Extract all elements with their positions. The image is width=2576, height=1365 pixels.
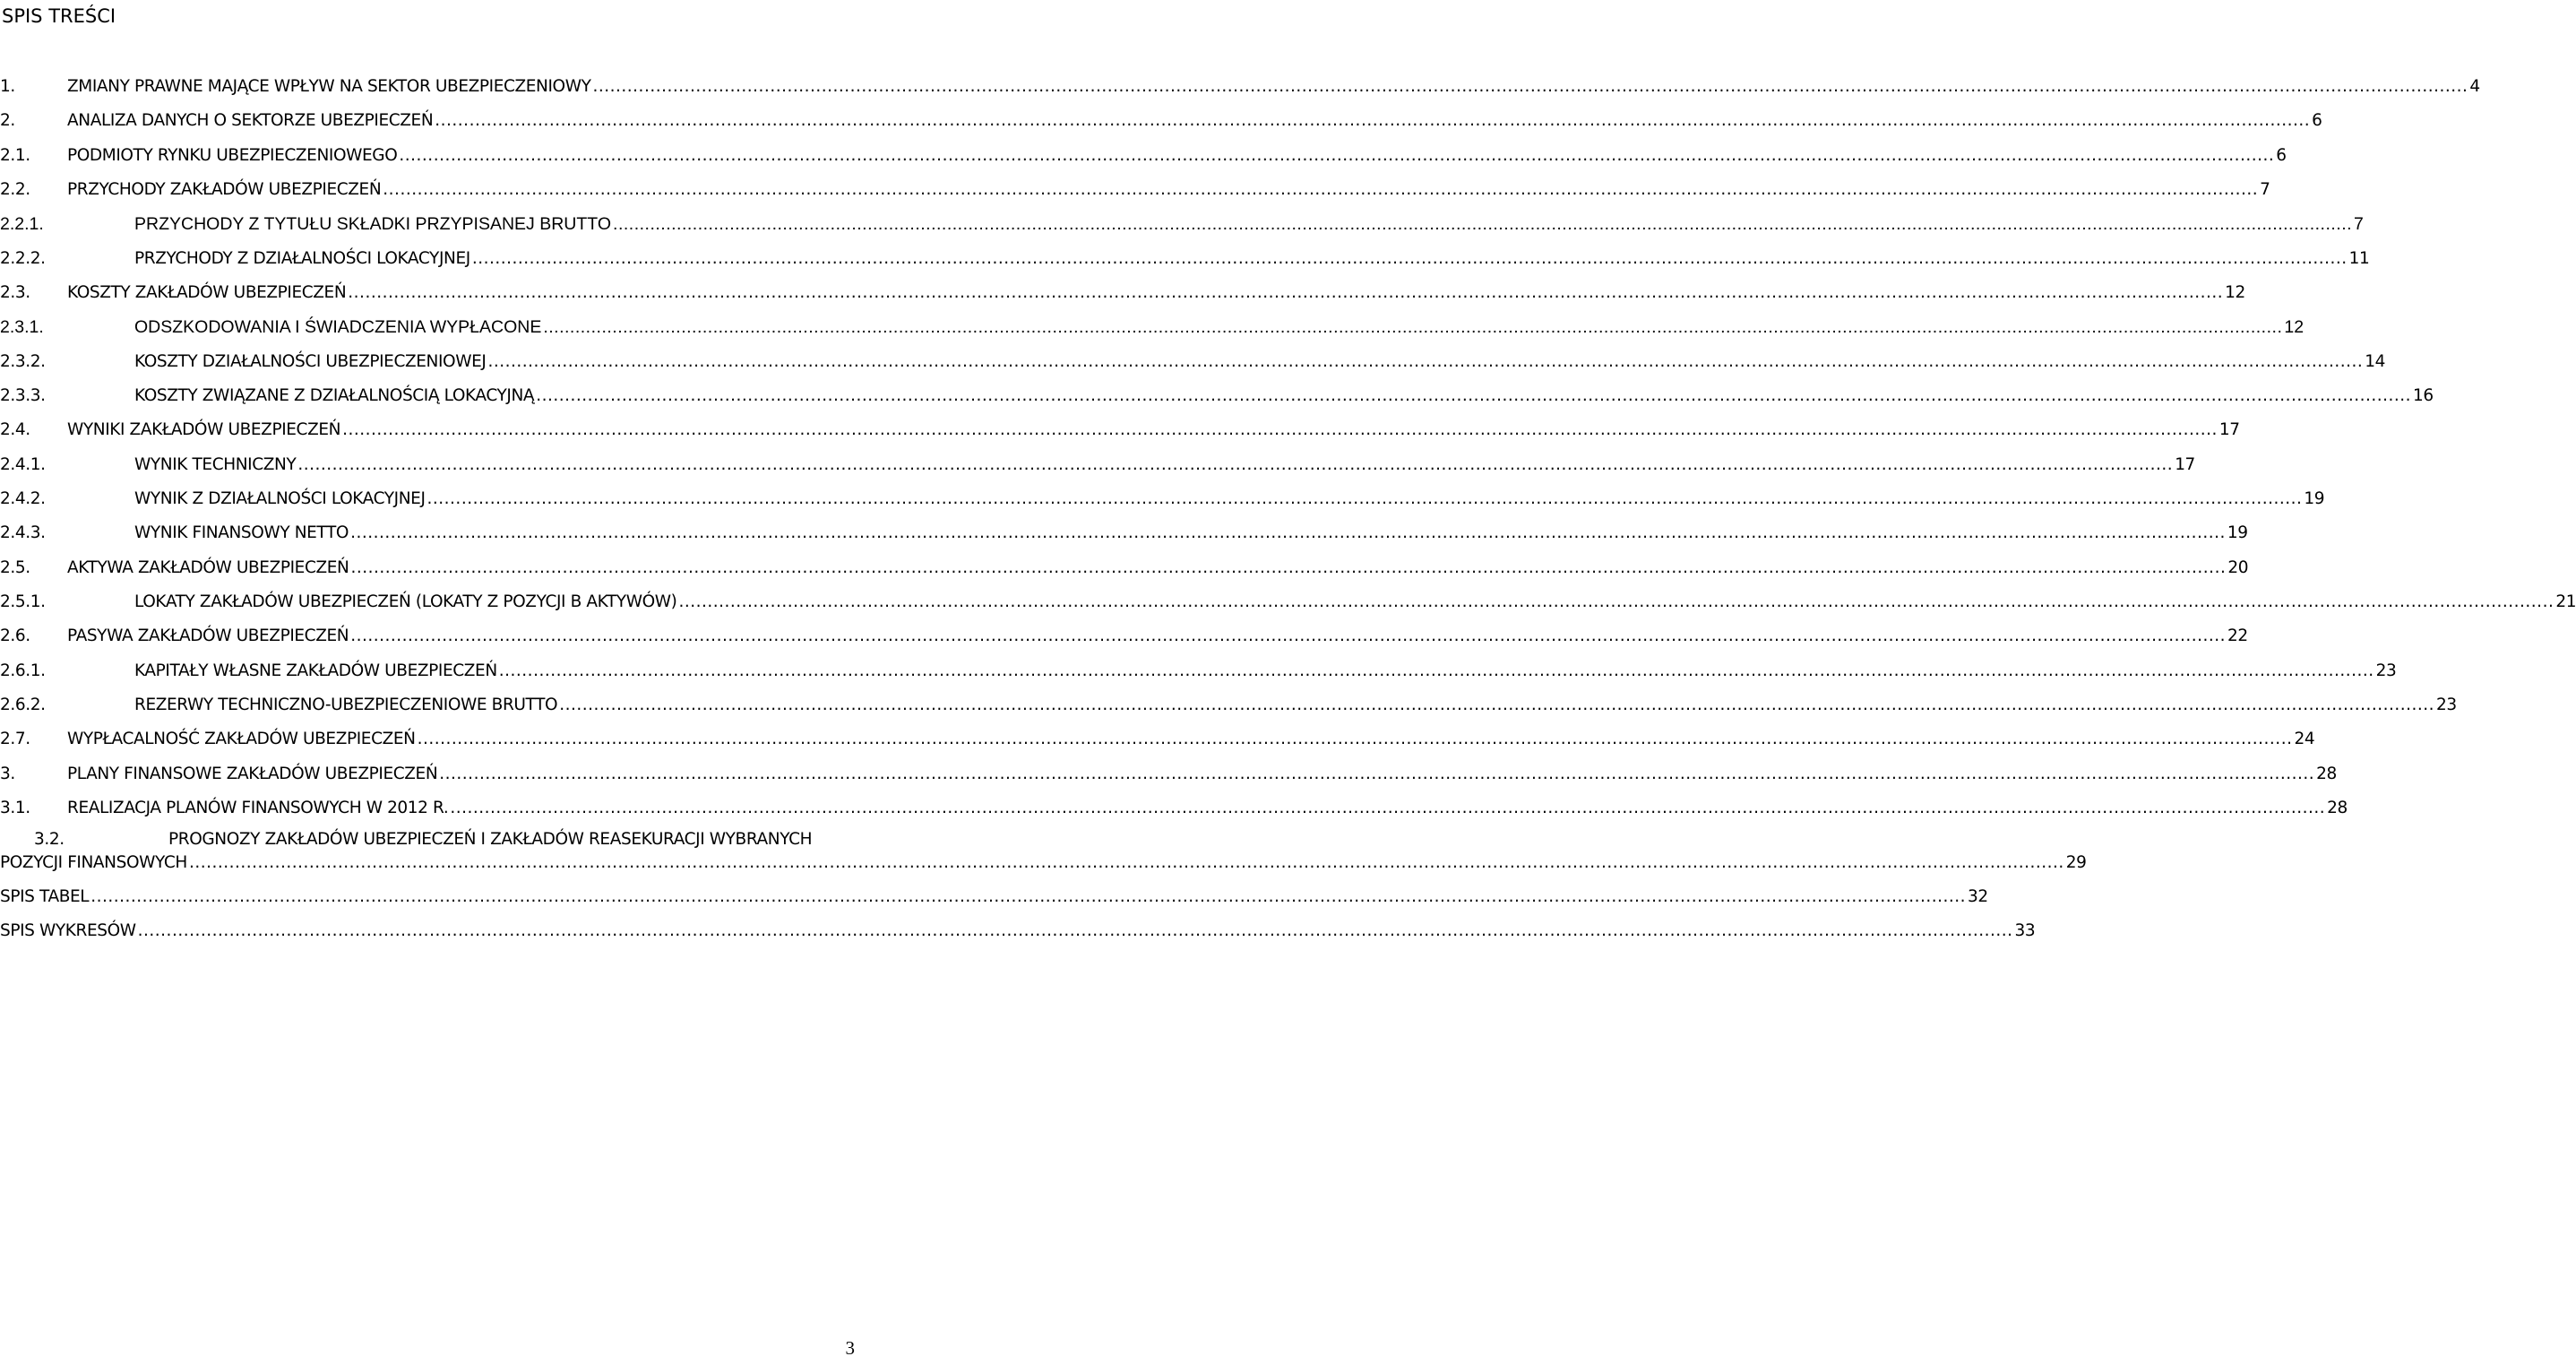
toc-entry-number: 2.4.2. (0, 489, 46, 508)
toc-entry[interactable] (0, 315, 2305, 339)
toc-entry-number: 2.6.1. (0, 661, 46, 680)
toc-entry-number: 2.6. (0, 626, 30, 645)
toc-entry[interactable] (0, 660, 2397, 683)
toc-entry-page: 32 (1968, 887, 1988, 906)
toc-entry[interactable] (0, 212, 2364, 236)
toc-title: SPIS TREŚCI (2, 5, 116, 27)
toc-entry-number: 2.7. (0, 730, 30, 748)
toc-dot-leader (499, 660, 2374, 683)
toc-dot-leader (350, 522, 2226, 545)
toc-entry[interactable] (0, 625, 2248, 648)
toc-entry-number: 2.4. (0, 420, 30, 439)
toc-entry-number: 2.5.1. (0, 592, 46, 611)
toc-dot-leader (536, 384, 2411, 408)
toc-entry-page: 17 (2175, 455, 2195, 474)
toc-entry-label: SPIS WYKRESÓW (0, 921, 136, 940)
toc-dot-leader (435, 109, 2310, 133)
toc-dot-leader (559, 694, 2434, 717)
toc-entry[interactable] (0, 488, 2325, 511)
toc-entry[interactable] (0, 247, 2370, 271)
toc-entry[interactable] (0, 75, 2480, 99)
toc-entry-page: 6 (2312, 111, 2322, 130)
toc-entry-number: 2.2.1. (0, 214, 44, 234)
toc-dot-leader (472, 247, 2348, 271)
toc-entry-number: 2.4.1. (0, 455, 46, 474)
toc-entry-page: 29 (2065, 853, 2087, 872)
toc-entry[interactable] (0, 350, 2386, 374)
toc-dot-leader (399, 144, 2274, 168)
toc-entry-page: 19 (2304, 489, 2325, 508)
toc-entry-page: 12 (2284, 317, 2305, 337)
toc-entry-label: REZERWY TECHNICZNO-UBEZPIECZENIOWE BRUTTO (134, 695, 558, 714)
toc-entry-number: 3.2. (34, 830, 65, 849)
toc-entry-label: KOSZTY ZAKŁADÓW UBEZPIECZEŃ (67, 283, 347, 302)
toc-dot-leader (348, 281, 2223, 305)
toc-entry-page: 7 (2260, 180, 2270, 199)
toc-entry-label: ODSZKODOWANIA I ŚWIADCZENIA WYPŁACONE (134, 317, 542, 337)
toc-entry-label: PRZYCHODY ZAKŁADÓW UBEZPIECZEŃ (67, 180, 382, 199)
toc-entry-number: 2.5. (0, 558, 30, 577)
toc-entry-number: 2.3.3. (0, 386, 46, 405)
toc-entry-label: PROGNOZY ZAKŁADÓW UBEZPIECZEŃ I ZAKŁADÓW REASEKURACJI WYBRANYCH (168, 830, 813, 849)
toc-dot-leader (418, 728, 2293, 751)
toc-entry[interactable] (0, 728, 2315, 751)
toc-entry-label: PRZYCHODY Z TYTUŁU SKŁADKI PRZYPISANEJ BRUTTO (134, 214, 612, 234)
toc-entry-label: ZMIANY PRAWNE MAJĄCE WPŁYW NA SEKTOR UBEZPIECZENIOWY (67, 77, 591, 96)
toc-dot-leader (350, 557, 2226, 580)
toc-entry-3-2-line1[interactable] (0, 828, 857, 851)
toc-dot-leader (487, 350, 2363, 374)
toc-dot-leader (383, 178, 2258, 202)
toc-entry-label: LOKATY ZAKŁADÓW UBEZPIECZEŃ (LOKATY Z POZYCJI B AKTYWÓW) (134, 592, 677, 611)
toc-dot-leader (613, 212, 2352, 236)
toc-entry-number: 3. (0, 765, 15, 783)
toc-entry-number: 3.1. (0, 799, 30, 817)
toc-entry[interactable] (0, 920, 2036, 943)
toc-entry[interactable] (0, 419, 2240, 442)
toc-entry[interactable] (0, 281, 2245, 305)
toc-entry-number: 2.3. (0, 283, 30, 302)
toc-entry-label: WYNIK Z DZIAŁALNOŚCI LOKACYJNEJ (134, 489, 426, 508)
toc-entry-label: REALIZACJA PLANÓW FINANSOWYCH W 2012 R. (67, 799, 449, 817)
toc-entry-number: 2.4.3. (0, 523, 46, 542)
toc-entry-page: 7 (2354, 214, 2364, 234)
toc-dot-leader (678, 591, 2554, 614)
toc-entry-label: AKTYWA ZAKŁADÓW UBEZPIECZEŃ (67, 558, 349, 577)
toc-entry[interactable] (0, 591, 2576, 614)
page-number: 3 (845, 1337, 855, 1359)
toc-dot-leader (189, 851, 2064, 875)
toc-entry-label: WYPŁACALNOŚĆ ZAKŁADÓW UBEZPIECZEŃ (67, 730, 416, 748)
toc-entry-number: 2.3.1. (0, 317, 44, 337)
toc-entry[interactable] (0, 763, 2337, 786)
toc-entry-page: 6 (2276, 146, 2287, 165)
toc-entry-page: 23 (2375, 661, 2397, 680)
toc-entry[interactable] (0, 522, 2248, 545)
toc-entry[interactable] (0, 384, 2434, 408)
toc-entry-page: 14 (2365, 352, 2386, 371)
toc-entry-page: 28 (2316, 765, 2337, 783)
toc-entry-page: 33 (2014, 921, 2036, 940)
toc-entry-label: PODMIOTY RYNKU UBEZPIECZENIOWEGO (67, 146, 398, 165)
toc-dot-leader (297, 454, 2173, 477)
toc-entry[interactable] (0, 694, 2457, 717)
toc-entry-label: ANALIZA DANYCH O SEKTORZE UBEZPIECZEŃ (67, 111, 434, 130)
toc-dot-leader (342, 419, 2218, 442)
toc-entry-number: 2.2.2. (0, 249, 46, 268)
toc-entry-number: 2.6.2. (0, 695, 46, 714)
toc-entry-label: PRZYCHODY Z DZIAŁALNOŚCI LOKACYJNEJ (134, 249, 470, 268)
toc-entry[interactable] (0, 797, 2348, 820)
toc-entry-label: SPIS TABEL (0, 887, 90, 906)
toc-entry-page: 19 (2227, 523, 2248, 542)
toc-entry-page: 21 (2555, 592, 2576, 611)
toc-entry-label: WYNIKI ZAKŁADÓW UBEZPIECZEŃ (67, 420, 341, 439)
toc-entry-3-2-line2[interactable] (0, 851, 2087, 875)
toc-entry-page: 24 (2294, 730, 2315, 748)
toc-entry-page: 11 (2348, 249, 2370, 268)
toc-dot-leader (90, 886, 1966, 909)
toc-entry-label: WYNIK FINANSOWY NETTO (134, 523, 349, 542)
toc-entry-label: KOSZTY DZIAŁALNOŚCI UBEZPIECZENIOWEJ (134, 352, 487, 371)
toc-entry-page: 22 (2227, 626, 2248, 645)
toc-entry-label: KAPITAŁY WŁASNE ZAKŁADÓW UBEZPIECZEŃ (134, 661, 497, 680)
toc-entry-number: 2. (0, 111, 15, 130)
toc-entry-label: PLANY FINANSOWE ZAKŁADÓW UBEZPIECZEŃ (67, 765, 438, 783)
toc-entry[interactable] (0, 109, 2322, 133)
toc-dot-leader (543, 315, 2282, 339)
toc-entry-label: KOSZTY ZWIĄZANE Z DZIAŁALNOŚCIĄ LOKACYJNĄ (134, 386, 535, 405)
toc-dot-leader (593, 75, 2468, 99)
toc-entry[interactable] (0, 454, 2195, 477)
toc-entry-page: 17 (2218, 420, 2240, 439)
toc-entry-page: 28 (2327, 799, 2348, 817)
toc-entry-page: 23 (2436, 695, 2457, 714)
toc-entry-label: WYNIK TECHNICZNY (134, 455, 297, 474)
toc-entry-page: 12 (2225, 283, 2245, 302)
toc-dot-leader (450, 797, 2325, 820)
toc-entry-label: PASYWA ZAKŁADÓW UBEZPIECZEŃ (67, 626, 349, 645)
toc-entry-number: 1. (0, 77, 15, 96)
toc-entry[interactable] (0, 886, 1988, 909)
toc-entry-label: POZYCJI FINANSOWYCH (0, 853, 187, 872)
toc-entry[interactable] (0, 144, 2287, 168)
toc-entry-number: 2.2. (0, 180, 30, 199)
toc-dot-leader (439, 763, 2314, 786)
toc-entry[interactable] (0, 557, 2249, 580)
toc-dot-leader (427, 488, 2303, 511)
toc-entry[interactable] (0, 178, 2270, 202)
toc-dot-leader (350, 625, 2226, 648)
toc-entry-number: 2.3.2. (0, 352, 46, 371)
toc-entry-page: 4 (2469, 77, 2480, 96)
toc-entry-page: 20 (2227, 558, 2249, 577)
toc-entry-page: 16 (2413, 386, 2434, 405)
toc-dot-leader (138, 920, 2013, 943)
toc-entry-number: 2.1. (0, 146, 30, 165)
